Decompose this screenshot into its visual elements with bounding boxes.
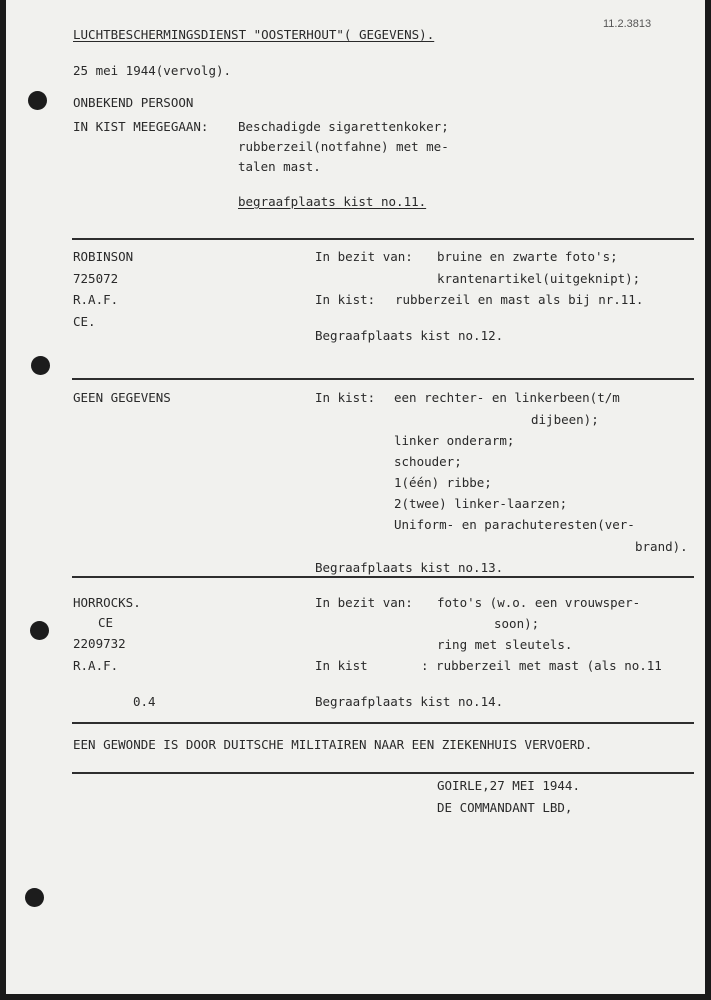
entry-4-bezit-label: In bezit van: (315, 595, 413, 610)
scan-border-right (705, 0, 711, 1000)
punch-hole-2 (31, 356, 50, 375)
entry-3-kist-line: 2(twee) linker-laarzen; (394, 496, 568, 511)
entry-4-person: HORROCKS. (73, 595, 141, 610)
entry-4-burial: Begraafplaats kist no.14. (315, 694, 504, 709)
document-title: LUCHTBESCHERMINGSDIENST "OOSTERHOUT"( GEGEVENS). (73, 27, 435, 42)
divider (72, 772, 694, 774)
entry-2-bezit-line: krantenartikel(uitgeknipt); (437, 271, 641, 286)
divider (72, 722, 694, 724)
entry-3-person: GEEN GEGEVENS (73, 390, 171, 405)
divider (72, 238, 694, 240)
entry-1-kist-line: rubberzeil(notfahne) met me- (238, 139, 449, 154)
entry-2-bezit-line: bruine en zwarte foto's; (437, 249, 618, 264)
signature-signer: DE COMMANDANT LBD, (437, 800, 573, 815)
entry-4-person: 0.4 (133, 694, 156, 709)
entry-2-person: ROBINSON (73, 249, 134, 264)
entry-3-kist-line: dijbeen); (531, 412, 599, 427)
entry-2-bezit-label: In bezit van: (315, 249, 413, 264)
punch-hole-3 (30, 621, 49, 640)
entry-2-person: R.A.F. (73, 292, 119, 307)
divider (72, 378, 694, 380)
entry-2-kist-label: In kist: (315, 292, 376, 307)
entry-3-kist-line: schouder; (394, 454, 462, 469)
signature-place-date: GOIRLE,27 MEI 1944. (437, 778, 580, 793)
entry-1-kist-label: IN KIST MEEGEGAAN: (73, 119, 209, 134)
closing-note: EEN GEWONDE IS DOOR DUITSCHE MILITAIREN NAAR EEN ZIEKENHUIS VERVOERD. (73, 737, 593, 752)
entry-1-kist-line: Beschadigde sigarettenkoker; (238, 119, 449, 134)
entry-2-person: CE. (73, 314, 96, 329)
punch-hole-4 (25, 888, 44, 907)
entry-2-kist-text: rubberzeil en mast als bij nr.11. (395, 292, 644, 307)
entry-4-bezit-line: soon); (494, 616, 540, 631)
entry-1-kist-line: talen mast. (238, 159, 321, 174)
entry-3-kist-line: een rechter- en linkerbeen(t/m (394, 390, 620, 405)
entry-1-person: ONBEKEND PERSOON (73, 95, 194, 110)
entry-4-person: CE (98, 615, 114, 630)
divider (72, 576, 694, 578)
entry-4-person: R.A.F. (73, 658, 119, 673)
entry-3-burial: Begraafplaats kist no.13. (315, 560, 504, 575)
scan-border-bottom (0, 994, 711, 1000)
punch-hole-1 (28, 91, 47, 110)
entry-4-person: 2209732 (73, 636, 126, 651)
entry-2-person: 725072 (73, 271, 119, 286)
archive-number: 11.2.3813 (603, 18, 652, 30)
entry-2-burial: Begraafplaats kist no.12. (315, 328, 504, 343)
entry-4-bezit-line: foto's (w.o. een vrouwsper- (437, 595, 641, 610)
entry-4-bezit-line: ring met sleutels. (437, 637, 573, 652)
entry-3-kist-line: linker onderarm; (394, 433, 515, 448)
entry-3-kist-line: brand). (635, 539, 688, 554)
entry-4-kist-text: : rubberzeil met mast (als no.11 (421, 658, 662, 673)
entry-3-kist-label: In kist: (315, 390, 376, 405)
entry-3-kist-line: Uniform- en parachuteresten(ver- (394, 517, 635, 532)
entry-3-kist-line: 1(één) ribbe; (394, 475, 492, 490)
entry-1-burial: begraafplaats kist no.11. (238, 194, 427, 209)
entry-4-kist-label: In kist (315, 658, 368, 673)
document-date: 25 mei 1944(vervolg). (73, 63, 232, 78)
